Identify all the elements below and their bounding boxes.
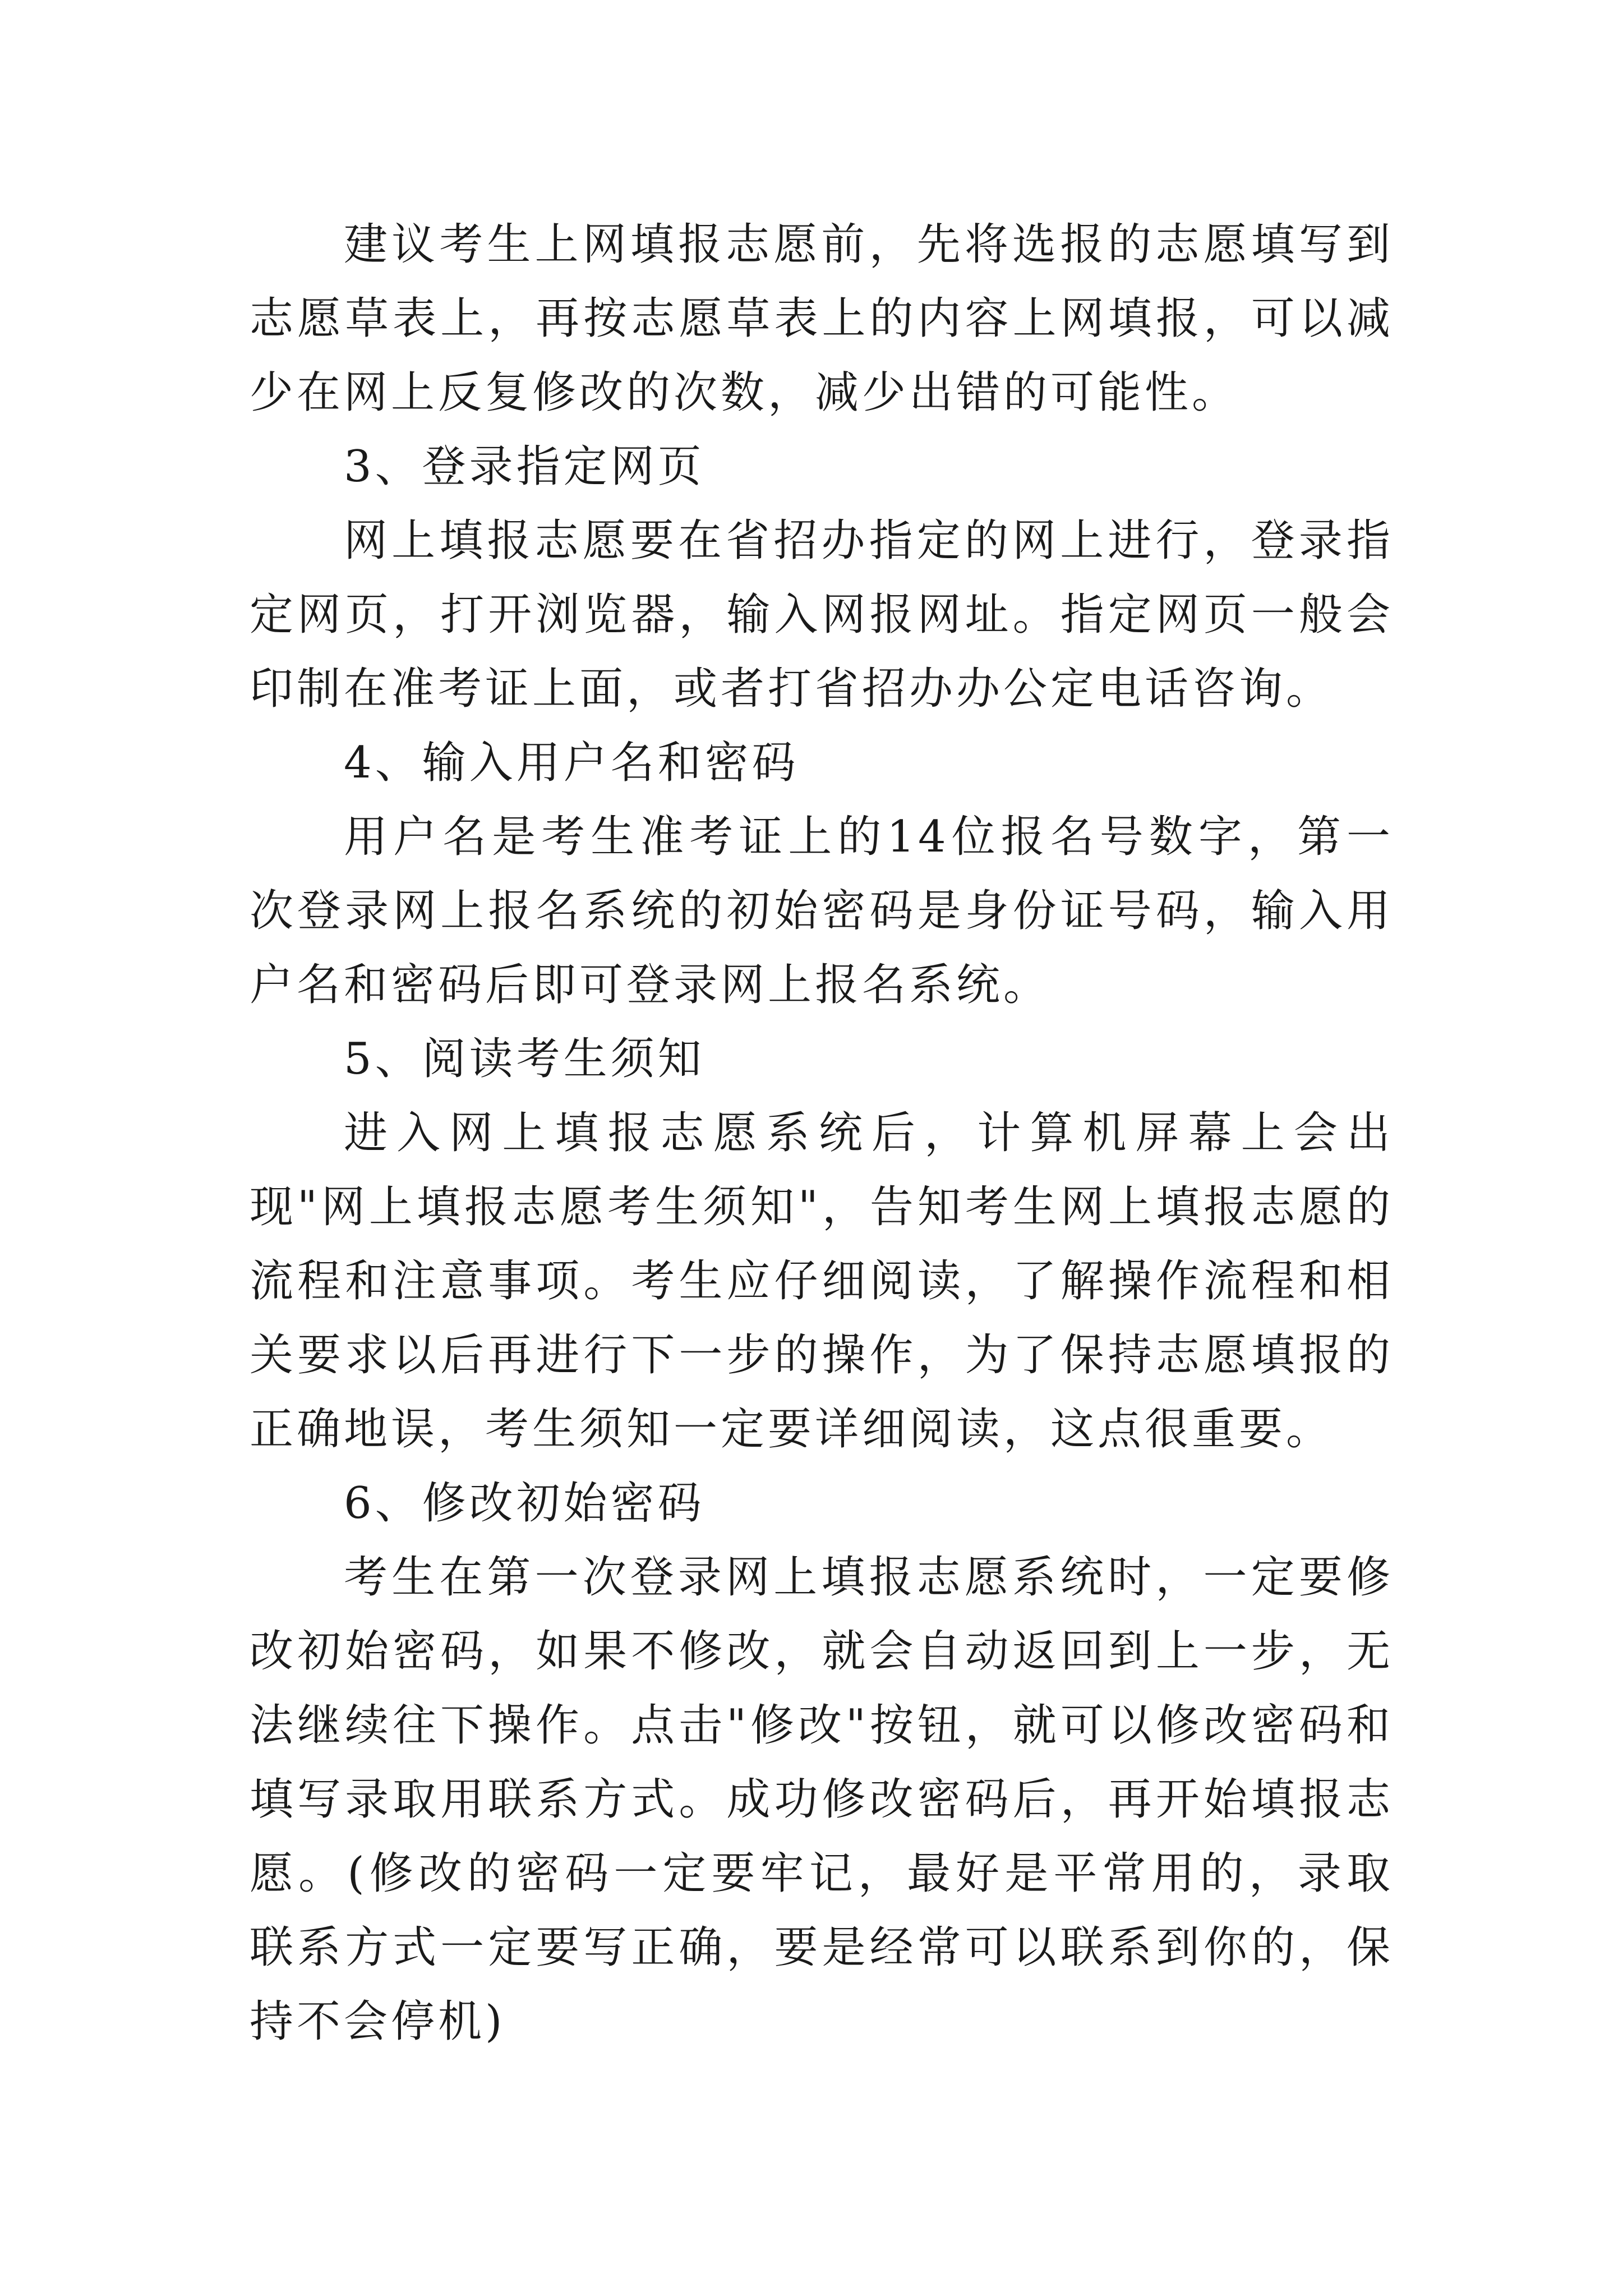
paragraph-step-6: 考生在第一次登录网上填报志愿系统时，一定要修改初始密码，如果不修改，就会自动返回到上一步，无法继续往下操作。点击"修改"按钮，就可以修改密码和填写录取用联系方式。成功修改密码后，再开始填报志愿。(修改的密码一定要牢记，最好是平常用的，录取联系方式一定要写正确，要是经常可以联系到你的，保持不会停机) [250, 1552, 1394, 2047]
heading-step-6: 6、修改初始密码 [344, 1478, 705, 1529]
heading-step-4: 4、输入用户名和密码 [344, 738, 799, 788]
heading-step-5: 5、阅读考生须知 [344, 1034, 705, 1084]
document-body [250, 208, 1394, 2059]
paragraph-step-3: 网上填报志愿要在省招办指定的网上进行，登录指定网页，打开浏览器，输入网报网址。指定网页一般会印制在准考证上面，或者打省招办办公定电话咨询。 [250, 516, 1394, 714]
paragraph-intro: 建议考生上网填报志愿前，先将选报的志愿填写到志愿草表上，再按志愿草表上的内容上网填报，可以减少在网上反复修改的次数，减少出错的可能性。 [250, 219, 1394, 418]
heading-step-3: 3、登录指定网页 [344, 441, 705, 492]
paragraph-step-5: 进入网上填报志愿系统后，计算机屏幕上会出现"网上填报志愿考生须知"，告知考生网上填报志愿的流程和注意事项。考生应仔细阅读，了解操作流程和相关要求以后再进行下一步的操作，为了保持志愿填报的正确地误，考生须知一定要详细阅读，这点很重要。 [250, 1108, 1394, 1455]
paragraph-step-4: 用户名是考生准考证上的14位报名号数字，第一次登录网上报名系统的初始密码是身份证号码，输入用户名和密码后即可登录网上报名系统。 [250, 812, 1394, 1010]
